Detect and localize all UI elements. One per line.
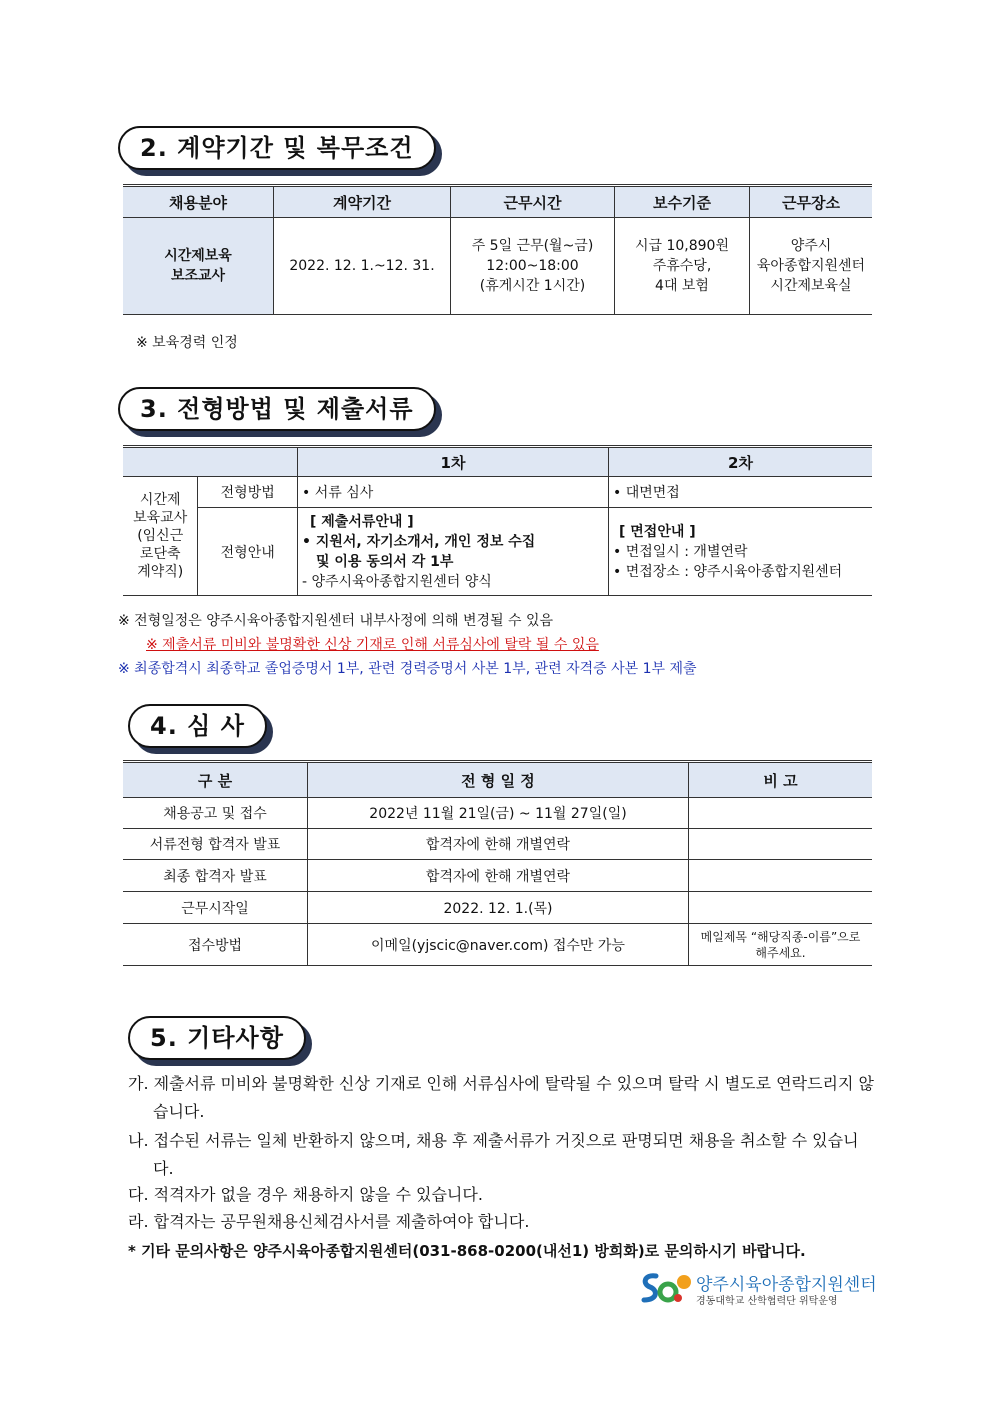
table-header: 비 고 [689,762,873,798]
hours-cell: 주 5일 근무(월~금) 12:00~18:00 (휴게시간 1시간) [451,218,615,315]
place-cell: 양주시 육아종합지원센터 시간제보육실 [750,218,873,315]
table-row: 근무시작일 2022. 12. 1.(목) [123,892,872,924]
table-header: 근무장소 [750,186,873,218]
list-item: 나. 접수된 서류는 일체 반환하지 않으며, 채용 후 제출서류가 거짓으로 판명되면 채용을 취소할 수 있습니다. [128,1131,859,1178]
table-header: 전 형 일 정 [308,762,689,798]
table-header: 2차 [609,447,873,477]
guide-label: 전형안내 [198,508,298,596]
method-label: 전형방법 [198,477,298,508]
logo-name: 양주시육아종합지원센터 [696,1275,877,1295]
list-item: 다. 적격자가 없을 경우 채용하지 않을 수 있습니다. [128,1185,483,1204]
table-row: 접수방법 이메일(yjscic@naver.com) 접수만 가능 메일제목 “해당직종-이름”으로 해주세요. [123,924,872,966]
table-header: 근무시간 [451,186,615,218]
pay-cell: 시급 10,890원 주휴수당, 4대 보험 [615,218,750,315]
schedule-note: ※ 전형일정은 양주시육아종합지원센터 내부사정에 의해 변경될 수 있음 [118,613,554,629]
table-header-blank [123,447,298,477]
section4-heading: 4. 심 사 [128,704,267,748]
table-row: 채용공고 및 접수 2022년 11월 21일(금) ~ 11월 27일(일) [123,798,872,829]
guide-stage2: [ 면접안내 ] • 면접일시 : 개별연락 • 면접장소 : 양주시육아종합지원센터 [609,508,873,596]
career-note: ※ 보육경력 인정 [136,335,238,351]
table-header: 구 분 [123,762,308,798]
table-header: 보수기준 [615,186,750,218]
center-logo [638,1268,877,1308]
table-row: 서류전형 합격자 발표 합격자에 한해 개별연락 [123,829,872,860]
category-cell: 시간제 보육교사 (임신근 로단축 계약직) [123,477,198,596]
logo-mark-icon [638,1268,694,1308]
list-item: 라. 합격자는 공무원채용신체검사서를 제출하여야 합니다. [128,1212,530,1231]
contract-table [123,184,872,315]
table-row: 최종 합격자 발표 합격자에 한해 개별연락 [123,860,872,892]
guide-stage1: [ 제출서류안내 ] • 지원서, 자기소개서, 개인 정보 수집 및 이용 동의서 각 1부 - 양주시육아종합지원센터 양식 [298,508,609,596]
section2-heading: 2. 계약기간 및 복무조건 [118,126,436,170]
table-header: 계약기간 [274,186,451,218]
review-table [123,760,872,966]
section3-heading: 3. 전형방법 및 제출서류 [118,387,436,431]
list-item: 가. 제출서류 미비와 불명확한 신상 기재로 인해 서류심사에 탈락될 수 있으며 탈락 시 별도로 연락드리지 않습니다. [128,1074,874,1121]
selection-table [123,445,872,596]
method-stage2: • 대면면접 [609,477,873,508]
final-docs-note: ※ 최종합격시 최종학교 졸업증명서 1부, 관련 경력증명서 사본 1부, 관련 자격증 사본 1부 제출 [118,661,697,677]
period-cell: 2022. 12. 1.~12. 31. [274,218,451,315]
table-header: 1차 [298,447,609,477]
logo-sub: 경동대학교 산학협력단 위탁운영 [696,1296,838,1307]
table-header: 채용분야 [123,186,274,218]
method-stage1: • 서류 심사 [298,477,609,508]
contact-note: * 기타 문의사항은 양주시육아종합지원센터(031-868-0200(내선1) 방희화)로 문의하시기 바랍니다. [128,1242,806,1260]
warning-note: ※ 제출서류 미비와 불명확한 신상 기재로 인해 서류심사에 탈락 될 수 있음 [146,637,599,653]
field-cell: 시간제보육 보조교사 [123,218,274,315]
section5-heading: 5. 기타사항 [128,1016,306,1060]
